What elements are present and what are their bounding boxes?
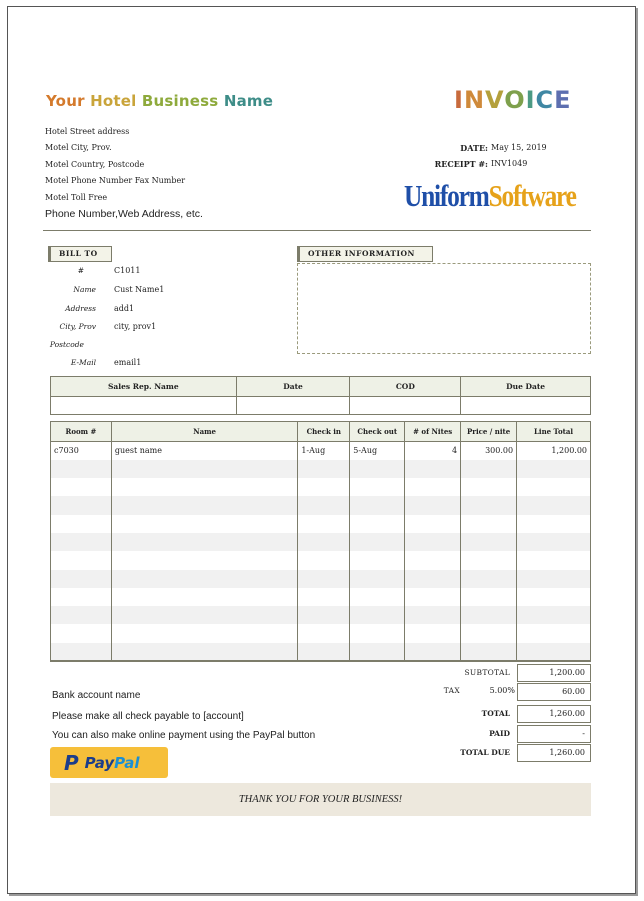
table-row — [51, 478, 591, 496]
title-letter: N — [463, 86, 486, 114]
bill-to-label: E-Mail — [70, 358, 96, 367]
check-out-cell[interactable] — [350, 551, 405, 569]
business-name-word: Hotel — [90, 92, 137, 110]
tax-rate[interactable]: 5.00% — [489, 686, 515, 695]
title-letter: I — [525, 86, 536, 114]
note-line: Please make all check payable to [account] — [52, 711, 244, 722]
check-in-cell[interactable] — [298, 533, 350, 551]
column-header: Line Total — [517, 422, 591, 442]
title-letter: C — [535, 86, 555, 114]
table-row — [51, 460, 591, 478]
receipt-label: RECEIPT #: — [434, 159, 488, 169]
check-out-cell[interactable] — [350, 624, 405, 642]
total-due-value: 1,260.00 — [517, 744, 591, 762]
business-name-word: Name — [223, 92, 274, 110]
table-row — [51, 588, 591, 606]
price-cell[interactable]: 300.00 — [461, 442, 517, 460]
check-out-cell[interactable] — [350, 478, 405, 496]
nites-cell[interactable] — [405, 460, 461, 478]
check-in-cell[interactable]: 1-Aug — [298, 442, 350, 460]
room-cell[interactable] — [51, 533, 112, 551]
bill-to-value: C1011 — [114, 266, 141, 275]
room-cell[interactable] — [51, 551, 112, 569]
room-cell[interactable] — [51, 643, 112, 661]
nites-cell[interactable] — [405, 515, 461, 533]
address-line: Hotel Street address — [45, 127, 130, 136]
other-info-area[interactable] — [297, 263, 591, 354]
room-cell[interactable] — [51, 496, 112, 514]
price-cell[interactable] — [461, 515, 517, 533]
room-cell[interactable] — [51, 515, 112, 533]
bill-to-label: Name — [73, 285, 96, 294]
nites-cell[interactable] — [405, 624, 461, 642]
other-info-title: OTHER INFORMATION — [297, 246, 433, 262]
name-cell[interactable] — [111, 460, 297, 478]
thank-you-footer: THANK YOU FOR YOUR BUSINESS! — [50, 783, 591, 816]
name-cell[interactable] — [111, 643, 297, 661]
nites-cell[interactable] — [405, 478, 461, 496]
check-out-cell[interactable] — [350, 496, 405, 514]
bill-to-value: email1 — [114, 358, 142, 367]
note-line: You can also make online payment using the PayPal button — [52, 730, 316, 741]
table-row — [51, 515, 591, 533]
column-header: Room # — [51, 422, 112, 442]
name-cell[interactable] — [111, 588, 297, 606]
business-name-word: Business — [141, 92, 219, 110]
subtotal-value: 1,200.00 — [517, 664, 591, 682]
bill-to-value: Cust Name1 — [114, 285, 165, 294]
price-cell[interactable] — [461, 606, 517, 624]
check-in-cell[interactable] — [298, 588, 350, 606]
sales-rep-cell[interactable] — [51, 397, 237, 415]
column-header: Name — [111, 422, 297, 442]
items-table — [50, 421, 591, 662]
check-in-cell[interactable] — [298, 570, 350, 588]
title-letter: E — [554, 86, 572, 114]
table-row — [51, 643, 591, 661]
nites-cell[interactable] — [405, 643, 461, 661]
title-letter: I — [454, 86, 464, 114]
line-total-cell — [517, 533, 591, 551]
room-cell[interactable] — [51, 460, 112, 478]
bill-to-value: city, prov1 — [114, 322, 157, 331]
table-row — [51, 624, 591, 642]
paypal-label-part: Pal — [114, 753, 140, 772]
check-out-cell[interactable] — [350, 515, 405, 533]
name-cell[interactable] — [111, 533, 297, 551]
total-label: TOTAL — [481, 709, 510, 718]
price-cell[interactable] — [461, 551, 517, 569]
check-out-cell[interactable]: 5-Aug — [350, 442, 405, 460]
line-total-cell — [517, 496, 591, 514]
price-cell[interactable] — [461, 478, 517, 496]
bill-to-value: add1 — [114, 304, 135, 313]
logo-part: Software — [488, 178, 576, 213]
date-value: May 15, 2019 — [491, 143, 547, 152]
invoice-title — [454, 86, 572, 114]
check-in-cell[interactable] — [298, 643, 350, 661]
header-divider — [43, 230, 591, 231]
bill-to-label: Postcode — [49, 340, 84, 349]
name-cell[interactable] — [111, 624, 297, 642]
bill-to-label: City, Prov — [59, 322, 96, 331]
bill-to-label: # — [77, 266, 84, 275]
total-due-label: TOTAL DUE — [460, 748, 510, 757]
check-in-cell[interactable] — [298, 478, 350, 496]
price-cell[interactable] — [461, 570, 517, 588]
line-total-cell — [517, 515, 591, 533]
check-out-cell[interactable] — [350, 588, 405, 606]
check-in-cell[interactable] — [298, 515, 350, 533]
bill-to-title: BILL TO — [48, 246, 112, 262]
address-line: Motel City, Prov. — [45, 143, 112, 152]
paypal-icon: P — [64, 750, 79, 775]
logo-part: Uniform — [404, 178, 489, 213]
check-in-cell[interactable] — [298, 606, 350, 624]
nites-cell[interactable] — [405, 570, 461, 588]
nites-cell[interactable]: 4 — [405, 442, 461, 460]
column-header: COD — [350, 377, 461, 397]
address-line: Motel Toll Free — [45, 193, 108, 202]
title-letter: O — [504, 86, 526, 114]
note-line: Bank account name — [52, 690, 141, 701]
check-in-cell[interactable] — [298, 496, 350, 514]
line-total-cell — [517, 478, 591, 496]
title-letter: V — [485, 86, 505, 114]
subtotal-label: SUBTOTAL — [464, 668, 510, 677]
due-date-cell[interactable] — [461, 397, 591, 415]
nites-cell[interactable] — [405, 588, 461, 606]
column-header: Sales Rep. Name — [51, 377, 237, 397]
uniformsoftware-logo — [404, 178, 576, 214]
nites-cell[interactable] — [405, 606, 461, 624]
column-header: Due Date — [461, 377, 591, 397]
price-cell[interactable] — [461, 496, 517, 514]
bill-to-label: Address — [65, 304, 96, 313]
price-cell[interactable] — [461, 643, 517, 661]
line-total-cell — [517, 588, 591, 606]
table-row — [51, 570, 591, 588]
check-out-cell[interactable] — [350, 533, 405, 551]
check-out-cell[interactable] — [350, 643, 405, 661]
name-cell[interactable] — [111, 551, 297, 569]
room-cell[interactable]: c7030 — [51, 442, 112, 460]
check-in-cell[interactable] — [298, 460, 350, 478]
total-value: 1,260.00 — [517, 705, 591, 723]
line-total-cell — [517, 624, 591, 642]
check-in-cell[interactable] — [298, 551, 350, 569]
paid-label: PAID — [489, 729, 510, 738]
nites-cell[interactable] — [405, 496, 461, 514]
paid-value[interactable]: - — [517, 725, 591, 743]
price-cell[interactable] — [461, 460, 517, 478]
table-row — [51, 533, 591, 551]
room-cell[interactable] — [51, 570, 112, 588]
name-cell[interactable] — [111, 570, 297, 588]
date-label: DATE: — [460, 143, 488, 153]
table-row — [51, 496, 591, 514]
table-row — [51, 442, 591, 460]
paypal-button[interactable] — [50, 747, 168, 778]
check-out-cell[interactable] — [350, 570, 405, 588]
room-cell[interactable] — [51, 606, 112, 624]
column-header: Check in — [298, 422, 350, 442]
column-header: Check out — [350, 422, 405, 442]
room-cell[interactable] — [51, 588, 112, 606]
check-in-cell[interactable] — [298, 624, 350, 642]
address-line: Motel Phone Number Fax Number — [45, 176, 186, 185]
table-row — [51, 551, 591, 569]
room-cell[interactable] — [51, 624, 112, 642]
column-header: # of Nites — [405, 422, 461, 442]
name-cell[interactable] — [111, 606, 297, 624]
table-row — [51, 606, 591, 624]
name-cell[interactable] — [111, 496, 297, 514]
paypal-label-part: Pay — [84, 753, 115, 772]
room-cell[interactable] — [51, 478, 112, 496]
business-name — [46, 92, 273, 110]
line-total-cell — [517, 551, 591, 569]
check-out-cell[interactable] — [350, 460, 405, 478]
nites-cell[interactable] — [405, 533, 461, 551]
line-total-cell: 1,200.00 — [517, 442, 591, 460]
business-name-word: Your — [46, 92, 85, 110]
line-total-cell — [517, 606, 591, 624]
tax-label: TAX — [443, 686, 460, 695]
name-cell[interactable] — [111, 515, 297, 533]
price-cell[interactable] — [461, 588, 517, 606]
price-cell[interactable] — [461, 624, 517, 642]
price-cell[interactable] — [461, 533, 517, 551]
line-total-cell — [517, 570, 591, 588]
column-header: Date — [236, 377, 350, 397]
contact-line: Phone Number,Web Address, etc. — [45, 208, 203, 220]
date-cell[interactable] — [236, 397, 350, 415]
nites-cell[interactable] — [405, 551, 461, 569]
receipt-value: INV1049 — [491, 159, 528, 168]
tax-value: 60.00 — [517, 683, 591, 701]
check-out-cell[interactable] — [350, 606, 405, 624]
paypal-label — [85, 754, 140, 772]
name-cell[interactable]: guest name — [111, 442, 297, 460]
line-total-cell — [517, 643, 591, 661]
column-header: Price / nite — [461, 422, 517, 442]
address-line: Motel Country, Postcode — [45, 160, 145, 169]
line-total-cell — [517, 460, 591, 478]
cod-cell[interactable] — [350, 397, 461, 415]
name-cell[interactable] — [111, 478, 297, 496]
sales-rep-table — [50, 376, 591, 415]
